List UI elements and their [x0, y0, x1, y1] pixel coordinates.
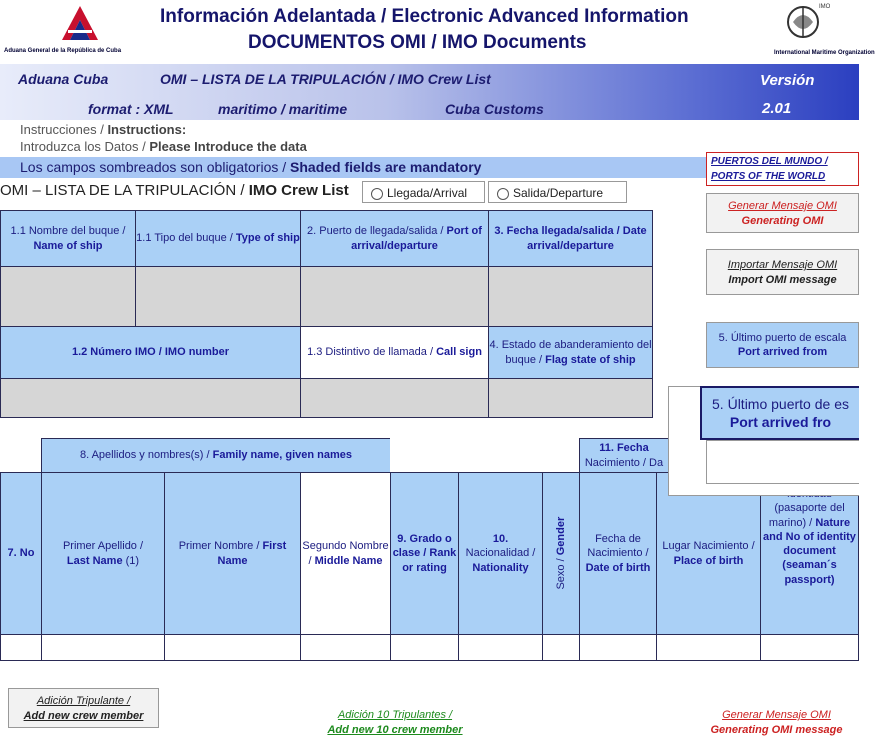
radio-circle-icon — [497, 188, 509, 200]
no-header: 7. No — [0, 472, 42, 635]
crew-row-dob-cell[interactable] — [579, 634, 657, 661]
last-port-overlay-header: 5. Último puerto de es Port arrived fro — [700, 386, 859, 440]
generate-omi-message-button[interactable]: Generar Mensaje OMI Generating OMI message — [710, 709, 843, 737]
introduce-data-line: Introduzca los Datos / Please Introduce the data — [20, 139, 307, 154]
crew-row-pob-cell[interactable] — [656, 634, 761, 661]
dob-header: Fecha de Nacimiento / Date of birth — [579, 472, 657, 635]
crew-row-first-name-cell[interactable] — [164, 634, 301, 661]
customs-label: Cuba Customs — [445, 101, 544, 117]
crew-row-sex-cell[interactable] — [542, 634, 580, 661]
import-omi-button[interactable]: Importar Mensaje OMI Import OMI message — [706, 249, 859, 295]
ship-name-field[interactable] — [0, 266, 136, 327]
omi-list-label: OMI – LISTA DE LA TRIPULACIÓN / IMO Crew List — [160, 71, 491, 87]
imo-emblem-icon — [785, 0, 831, 44]
imo-number-field[interactable] — [0, 378, 301, 418]
crew-corner-empty — [0, 438, 42, 473]
names-header: 8. Apellidos y nombres(s) / Family name, given names — [41, 438, 391, 473]
mandatory-note: Los campos sombreados son obligatorios / Shaded fields are mandatory — [0, 157, 715, 178]
imo-number-header: 1.2 Número IMO / IMO number — [0, 326, 301, 379]
last-port-field: 5. Último puerto de escala Port arrived from — [706, 322, 859, 368]
version-label: Versión — [760, 72, 815, 89]
identity-doc-header: (pasaporte del marino) / Nature and No of identity document (seaman´s passport) — [760, 472, 859, 635]
departure-radio[interactable]: Salida/Departure — [488, 181, 627, 203]
flag-state-header: 4. Estado de abanderamiento del buque / Flag state of ship — [488, 326, 653, 379]
ship-name-header: 1.1 Nombre del buque / Name of ship — [0, 210, 136, 267]
rank-header: 9. Grado o clase / Rank or rating — [390, 472, 459, 635]
sex-header: Sexo / Gender — [542, 472, 580, 635]
port-header: 2. Puerto de llegada/salida / Port of arrival/departure — [300, 210, 489, 267]
page-title: Información Adelantada / Electronic Advanced Information — [160, 6, 689, 27]
nationality-header: 10. Nacionalidad / Nationality — [458, 472, 543, 635]
flag-state-field[interactable] — [488, 378, 653, 418]
first-name-header: Primer Nombre / First Name — [164, 472, 301, 635]
page-subtitle: DOCUMENTOS OMI / IMO Documents — [248, 32, 587, 53]
date-header: 3. Fecha llegada/salida / Date arrival/departure — [488, 210, 653, 267]
generate-omi-button[interactable]: Generar Mensaje OMI Generating OMI — [706, 193, 859, 233]
pob-header: Lugar Nacimiento / Place of birth — [656, 472, 761, 635]
maritime-label: maritimo / maritime — [218, 101, 348, 117]
crew-row-middle-name-cell[interactable] — [300, 634, 391, 661]
version-value: 2.01 — [762, 100, 792, 117]
radio-circle-icon — [371, 188, 383, 200]
crew-row-nationality-cell[interactable] — [458, 634, 543, 661]
format-label: format : XML — [88, 101, 174, 117]
arrival-radio[interactable]: Llegada/Arrival — [362, 181, 485, 203]
middle-name-header: Segundo Nombre / Middle Name — [300, 472, 391, 635]
ship-type-field[interactable] — [135, 266, 301, 327]
date-field[interactable] — [488, 266, 653, 327]
ports-of-world-link[interactable]: PUERTOS DEL MUNDO / PORTS OF THE WORLD — [706, 152, 859, 186]
crew-header-gap — [390, 438, 580, 473]
imo-logo-caption: International Maritime Organization — [774, 50, 875, 56]
imo-emblem-label: IMO — [819, 4, 831, 10]
add-crew-member-button[interactable]: Adición Tripulante / Add new crew member — [8, 688, 159, 728]
crew-row-no-cell[interactable] — [0, 634, 42, 661]
call-sign-header: 1.3 Distintivo de llamada / Call sign — [300, 326, 489, 379]
crew-list-title: OMI – LISTA DE LA TRIPULACIÓN / IMO Crew List — [0, 182, 349, 199]
crew-row-last-name-cell[interactable] — [41, 634, 165, 661]
aduana-logo-icon — [60, 4, 100, 44]
port-field[interactable] — [300, 266, 489, 327]
last-port-overlay-field[interactable] — [706, 440, 859, 484]
add-10-crew-button[interactable]: Adición 10 Tripulantes / Add new 10 crew member — [327, 709, 463, 737]
last-name-header: Primer Apellido / Last Name (1) — [41, 472, 165, 635]
crew-row-rank-cell[interactable] — [390, 634, 459, 661]
aduana-label: Aduana Cuba — [18, 71, 109, 87]
birth-date-top-header: 11. Fecha Nacimiento / Da — [579, 438, 669, 473]
aduana-logo-caption: Aduana General de la República de Cuba — [4, 48, 122, 54]
crew-row-identity-cell[interactable] — [760, 634, 859, 661]
instructions-line: Instrucciones / Instructions: — [20, 122, 187, 137]
ship-type-header: 1.1 Tipo del buque / Type of ship — [135, 210, 301, 267]
call-sign-field[interactable] — [300, 378, 489, 418]
